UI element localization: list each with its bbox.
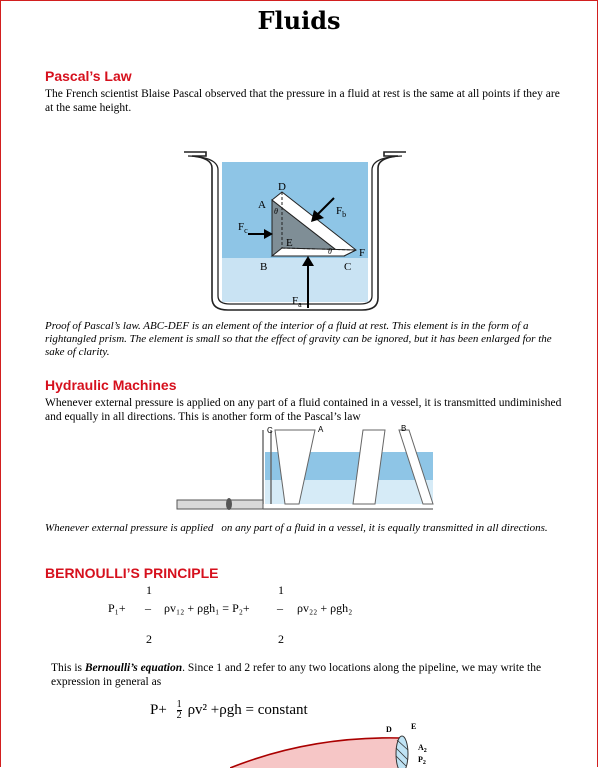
eq-dash-b: _ (277, 597, 283, 611)
label-b: B (260, 261, 268, 273)
label-d: D (386, 725, 392, 734)
bernoulli-pipe-figure (230, 718, 440, 768)
eq2-rest: ρv² +ρgh (187, 701, 242, 718)
eq2-const: = constant (241, 701, 308, 718)
piston (226, 498, 232, 510)
eq-dash-a: _ (145, 597, 151, 611)
label-theta-2: θ (328, 247, 332, 256)
eq-end: ρv₂₂ + ρgh₂ (297, 601, 353, 615)
eq-one-a: 1 (146, 583, 152, 597)
label-e: E (411, 722, 417, 731)
pascal-text: The French scientist Blaise Pascal observed that the pressure in a fluid at rest is the same at all points if they are at the same height. (45, 88, 560, 114)
hydraulic-heading: Hydraulic Machines (45, 377, 177, 393)
label-e: E (286, 237, 293, 249)
label-c: C (267, 426, 273, 435)
pipe-body (230, 738, 400, 768)
label-fa: $F_a$ (292, 295, 302, 309)
hydraulic-caption-part1: Whenever external pressure is applied (45, 522, 214, 534)
bernoulli-text-post: . Since 1 and 2 refer to any two locations along the pipeline, we may write the expression in general as (51, 662, 542, 688)
label-theta-1: θ (274, 207, 278, 216)
label-fc: $F_c$ (238, 221, 248, 235)
eq-two-b: 2 (278, 632, 284, 646)
label-c: C (344, 261, 352, 273)
pascal-figure (178, 148, 414, 318)
label-a2: $A_2$ (418, 743, 427, 754)
bernoulli-heading: BERNOULLI’S PRINCIPLE (45, 565, 219, 581)
eq-two-a: 2 (146, 632, 152, 646)
label-p2: $P_2$ (418, 755, 426, 766)
eq2-den: 2 (176, 710, 182, 721)
inlet-pipe (177, 500, 263, 509)
label-d: D (278, 181, 286, 193)
hydraulic-caption-part2: on any part of a fluid in a vessel, it is equally transmitted in all directions. (221, 522, 548, 534)
hydraulic-caption (45, 522, 565, 535)
pascal-heading: Pascal’s Law (45, 68, 132, 84)
eq-one-b: 1 (278, 583, 284, 597)
eq-mid: ρv₁₂ + ρgh₁ = P₂+ (164, 601, 250, 615)
eq-p1: P₁+ (108, 601, 126, 615)
bernoulli-text (51, 661, 571, 689)
eq2-p: P+ (150, 701, 167, 718)
label-a: A (258, 199, 266, 211)
eq2-fraction (177, 700, 182, 721)
bernoulli-text-pre: This is (51, 662, 85, 674)
hydraulic-figure (175, 420, 435, 512)
label-b: B (401, 424, 407, 433)
pascal-caption: Proof of Pascal’s law. ABC-DEF is an element of the interior of a fluid at rest. This element is in the form of a rightangled prism. The element is small so that the effect of gravity can be ignored, but it has been enlarged for the sake of clarity. (45, 320, 552, 358)
eq2-num: 1 (176, 699, 182, 710)
label-f: F (359, 247, 366, 259)
hydraulic-text: Whenever external pressure is applied on any part of a fluid contained in a vessel, it is transmitted undiminished and equally in all directions. This is another form of the Pascal’s law (45, 397, 562, 423)
page-title: Fluids (257, 6, 341, 35)
bernoulli-eq-name: Bernoulli’s equation (84, 662, 183, 674)
label-a: A (318, 425, 324, 434)
label-fb: $F_b$ (336, 205, 347, 219)
